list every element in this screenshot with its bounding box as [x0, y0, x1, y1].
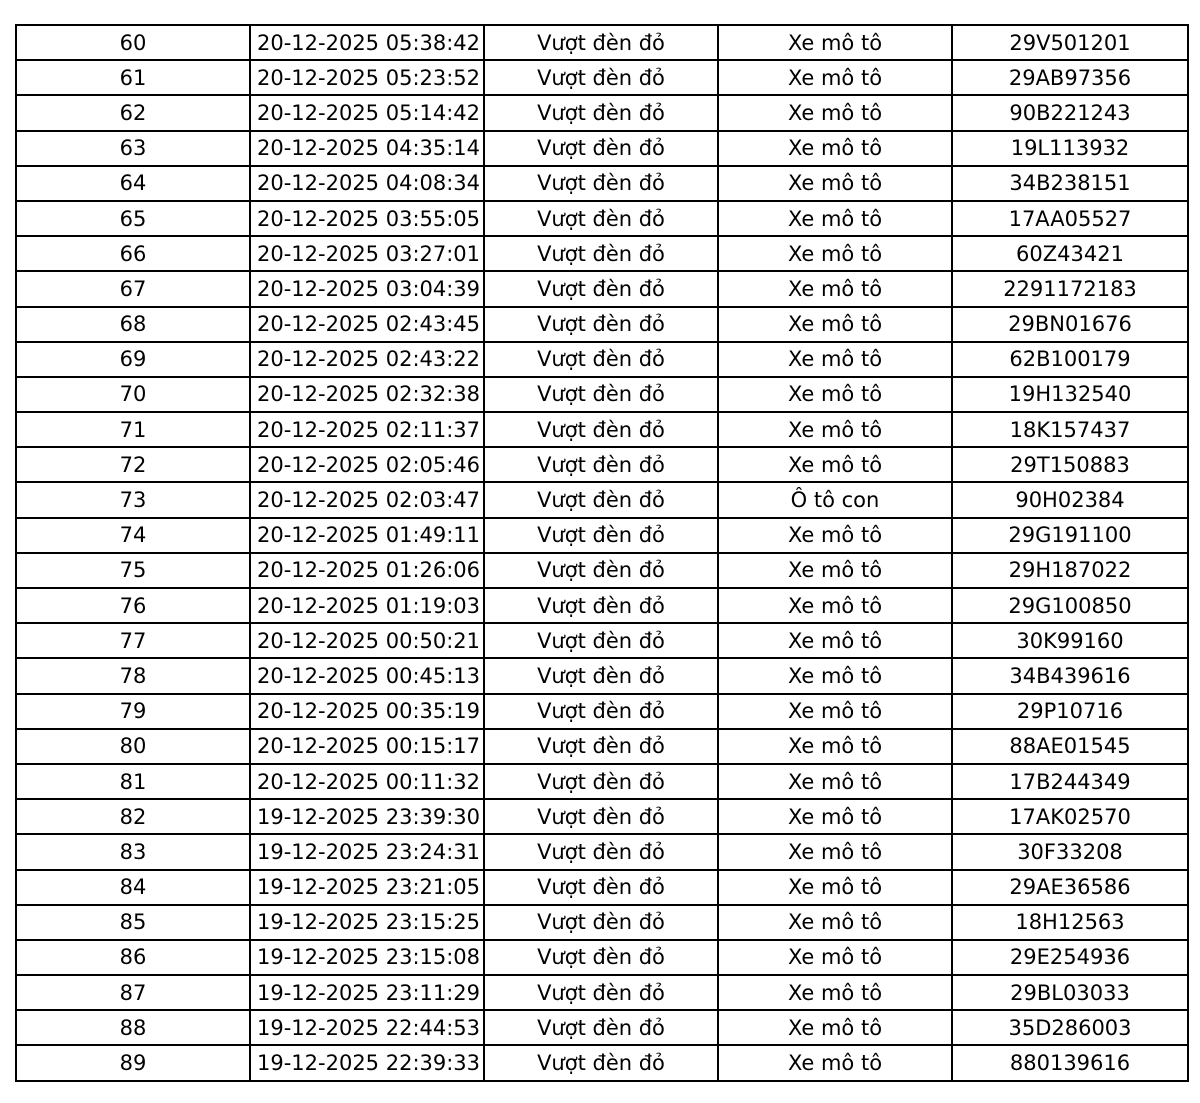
row-number-cell: 77	[16, 623, 250, 658]
violation-time-cell: 20-12-2025 02:11:37	[250, 412, 484, 447]
violation-time-cell: 19-12-2025 22:44:53	[250, 1010, 484, 1045]
violations-table-body	[16, 25, 1188, 1081]
vehicle-type-cell: Xe mô tô	[718, 799, 952, 834]
license-plate-cell: 2291172183	[952, 271, 1188, 306]
license-plate-cell: 60Z43421	[952, 236, 1188, 271]
row-number-cell: 89	[16, 1045, 250, 1080]
violation-type-cell: Vượt đèn đỏ	[484, 60, 718, 95]
license-plate-cell: 29T150883	[952, 447, 1188, 482]
violation-type-cell: Vượt đèn đỏ	[484, 694, 718, 729]
vehicle-type-cell: Xe mô tô	[718, 975, 952, 1010]
row-number-cell: 78	[16, 658, 250, 693]
violation-time-cell: 20-12-2025 02:32:38	[250, 377, 484, 412]
violation-time-cell: 20-12-2025 03:27:01	[250, 236, 484, 271]
table-row	[16, 25, 1188, 60]
table-row	[16, 166, 1188, 201]
table-row	[16, 307, 1188, 342]
violation-type-cell: Vượt đèn đỏ	[484, 1045, 718, 1080]
violation-type-cell: Vượt đèn đỏ	[484, 658, 718, 693]
violation-time-cell: 20-12-2025 04:35:14	[250, 131, 484, 166]
license-plate-cell: 880139616	[952, 1045, 1188, 1080]
vehicle-type-cell: Xe mô tô	[718, 518, 952, 553]
license-plate-cell: 34B238151	[952, 166, 1188, 201]
row-number-cell: 83	[16, 834, 250, 869]
table-row	[16, 201, 1188, 236]
vehicle-type-cell: Xe mô tô	[718, 940, 952, 975]
license-plate-cell: 29E254936	[952, 940, 1188, 975]
vehicle-type-cell: Xe mô tô	[718, 658, 952, 693]
row-number-cell: 84	[16, 870, 250, 905]
violation-type-cell: Vượt đèn đỏ	[484, 201, 718, 236]
table-row	[16, 905, 1188, 940]
violation-type-cell: Vượt đèn đỏ	[484, 623, 718, 658]
violation-time-cell: 20-12-2025 00:45:13	[250, 658, 484, 693]
vehicle-type-cell: Xe mô tô	[718, 342, 952, 377]
table-row	[16, 518, 1188, 553]
vehicle-type-cell: Xe mô tô	[718, 447, 952, 482]
vehicle-type-cell: Xe mô tô	[718, 307, 952, 342]
row-number-cell: 81	[16, 764, 250, 799]
license-plate-cell: 29BN01676	[952, 307, 1188, 342]
violation-type-cell: Vượt đèn đỏ	[484, 25, 718, 60]
vehicle-type-cell: Xe mô tô	[718, 377, 952, 412]
violation-time-cell: 19-12-2025 22:39:33	[250, 1045, 484, 1080]
vehicle-type-cell: Xe mô tô	[718, 201, 952, 236]
violation-type-cell: Vượt đèn đỏ	[484, 271, 718, 306]
table-row	[16, 1010, 1188, 1045]
row-number-cell: 72	[16, 447, 250, 482]
violation-time-cell: 20-12-2025 01:49:11	[250, 518, 484, 553]
row-number-cell: 88	[16, 1010, 250, 1045]
vehicle-type-cell: Xe mô tô	[718, 553, 952, 588]
violation-time-cell: 20-12-2025 00:35:19	[250, 694, 484, 729]
row-number-cell: 71	[16, 412, 250, 447]
violation-time-cell: 20-12-2025 00:15:17	[250, 729, 484, 764]
license-plate-cell: 18H12563	[952, 905, 1188, 940]
violation-type-cell: Vượt đèn đỏ	[484, 518, 718, 553]
license-plate-cell: 30K99160	[952, 623, 1188, 658]
violation-time-cell: 20-12-2025 01:26:06	[250, 553, 484, 588]
violation-time-cell: 20-12-2025 05:38:42	[250, 25, 484, 60]
license-plate-cell: 17AK02570	[952, 799, 1188, 834]
row-number-cell: 74	[16, 518, 250, 553]
table-row	[16, 870, 1188, 905]
row-number-cell: 86	[16, 940, 250, 975]
table-row	[16, 236, 1188, 271]
violation-type-cell: Vượt đèn đỏ	[484, 588, 718, 623]
vehicle-type-cell: Xe mô tô	[718, 870, 952, 905]
row-number-cell: 85	[16, 905, 250, 940]
row-number-cell: 79	[16, 694, 250, 729]
vehicle-type-cell: Xe mô tô	[718, 166, 952, 201]
violation-type-cell: Vượt đèn đỏ	[484, 342, 718, 377]
violation-type-cell: Vượt đèn đỏ	[484, 834, 718, 869]
table-row	[16, 623, 1188, 658]
row-number-cell: 70	[16, 377, 250, 412]
violation-type-cell: Vượt đèn đỏ	[484, 412, 718, 447]
row-number-cell: 62	[16, 95, 250, 130]
row-number-cell: 64	[16, 166, 250, 201]
violation-time-cell: 19-12-2025 23:11:29	[250, 975, 484, 1010]
license-plate-cell: 29G191100	[952, 518, 1188, 553]
violation-time-cell: 20-12-2025 04:08:34	[250, 166, 484, 201]
license-plate-cell: 29AE36586	[952, 870, 1188, 905]
violation-time-cell: 20-12-2025 05:14:42	[250, 95, 484, 130]
table-row	[16, 95, 1188, 130]
license-plate-cell: 34B439616	[952, 658, 1188, 693]
violation-time-cell: 20-12-2025 02:43:22	[250, 342, 484, 377]
vehicle-type-cell: Xe mô tô	[718, 271, 952, 306]
violation-type-cell: Vượt đèn đỏ	[484, 905, 718, 940]
violation-time-cell: 19-12-2025 23:39:30	[250, 799, 484, 834]
vehicle-type-cell: Xe mô tô	[718, 764, 952, 799]
license-plate-cell: 29H187022	[952, 553, 1188, 588]
license-plate-cell: 29AB97356	[952, 60, 1188, 95]
violation-type-cell: Vượt đèn đỏ	[484, 482, 718, 517]
table-row	[16, 447, 1188, 482]
table-row	[16, 729, 1188, 764]
row-number-cell: 67	[16, 271, 250, 306]
violation-type-cell: Vượt đèn đỏ	[484, 553, 718, 588]
license-plate-cell: 17B244349	[952, 764, 1188, 799]
table-row	[16, 799, 1188, 834]
license-plate-cell: 90B221243	[952, 95, 1188, 130]
violation-type-cell: Vượt đèn đỏ	[484, 799, 718, 834]
table-row	[16, 342, 1188, 377]
license-plate-cell: 88AE01545	[952, 729, 1188, 764]
table-row	[16, 271, 1188, 306]
violation-type-cell: Vượt đèn đỏ	[484, 764, 718, 799]
row-number-cell: 61	[16, 60, 250, 95]
vehicle-type-cell: Ô tô con	[718, 482, 952, 517]
table-row	[16, 694, 1188, 729]
violation-time-cell: 20-12-2025 02:03:47	[250, 482, 484, 517]
violation-time-cell: 20-12-2025 03:04:39	[250, 271, 484, 306]
violation-type-cell: Vượt đèn đỏ	[484, 236, 718, 271]
license-plate-cell: 30F33208	[952, 834, 1188, 869]
violation-time-cell: 19-12-2025 23:21:05	[250, 870, 484, 905]
license-plate-cell: 19L113932	[952, 131, 1188, 166]
license-plate-cell: 35D286003	[952, 1010, 1188, 1045]
vehicle-type-cell: Xe mô tô	[718, 905, 952, 940]
vehicle-type-cell: Xe mô tô	[718, 1010, 952, 1045]
violation-type-cell: Vượt đèn đỏ	[484, 1010, 718, 1045]
violation-time-cell: 19-12-2025 23:15:08	[250, 940, 484, 975]
vehicle-type-cell: Xe mô tô	[718, 588, 952, 623]
violation-time-cell: 20-12-2025 03:55:05	[250, 201, 484, 236]
violation-time-cell: 19-12-2025 23:24:31	[250, 834, 484, 869]
row-number-cell: 82	[16, 799, 250, 834]
license-plate-cell: 29G100850	[952, 588, 1188, 623]
violation-time-cell: 20-12-2025 02:43:45	[250, 307, 484, 342]
violation-time-cell: 20-12-2025 02:05:46	[250, 447, 484, 482]
table-row	[16, 1045, 1188, 1080]
violation-type-cell: Vượt đèn đỏ	[484, 447, 718, 482]
license-plate-cell: 29BL03033	[952, 975, 1188, 1010]
vehicle-type-cell: Xe mô tô	[718, 95, 952, 130]
table-row	[16, 60, 1188, 95]
license-plate-cell: 62B100179	[952, 342, 1188, 377]
table-row	[16, 975, 1188, 1010]
violation-type-cell: Vượt đèn đỏ	[484, 975, 718, 1010]
violation-type-cell: Vượt đèn đỏ	[484, 729, 718, 764]
vehicle-type-cell: Xe mô tô	[718, 236, 952, 271]
license-plate-cell: 29V501201	[952, 25, 1188, 60]
violation-type-cell: Vượt đèn đỏ	[484, 166, 718, 201]
violations-table	[15, 24, 1189, 1082]
violation-type-cell: Vượt đèn đỏ	[484, 95, 718, 130]
license-plate-cell: 17AA05527	[952, 201, 1188, 236]
row-number-cell: 69	[16, 342, 250, 377]
row-number-cell: 60	[16, 25, 250, 60]
vehicle-type-cell: Xe mô tô	[718, 60, 952, 95]
license-plate-cell: 19H132540	[952, 377, 1188, 412]
vehicle-type-cell: Xe mô tô	[718, 412, 952, 447]
violation-type-cell: Vượt đèn đỏ	[484, 377, 718, 412]
table-row	[16, 377, 1188, 412]
row-number-cell: 68	[16, 307, 250, 342]
license-plate-cell: 18K157437	[952, 412, 1188, 447]
table-row	[16, 553, 1188, 588]
row-number-cell: 65	[16, 201, 250, 236]
violation-type-cell: Vượt đèn đỏ	[484, 307, 718, 342]
table-row	[16, 482, 1188, 517]
vehicle-type-cell: Xe mô tô	[718, 834, 952, 869]
row-number-cell: 63	[16, 131, 250, 166]
table-row	[16, 834, 1188, 869]
table-row	[16, 658, 1188, 693]
row-number-cell: 66	[16, 236, 250, 271]
violation-type-cell: Vượt đèn đỏ	[484, 940, 718, 975]
license-plate-cell: 29P10716	[952, 694, 1188, 729]
violation-time-cell: 20-12-2025 00:50:21	[250, 623, 484, 658]
row-number-cell: 73	[16, 482, 250, 517]
vehicle-type-cell: Xe mô tô	[718, 729, 952, 764]
violation-time-cell: 19-12-2025 23:15:25	[250, 905, 484, 940]
violation-time-cell: 20-12-2025 00:11:32	[250, 764, 484, 799]
violation-time-cell: 20-12-2025 01:19:03	[250, 588, 484, 623]
vehicle-type-cell: Xe mô tô	[718, 131, 952, 166]
table-row	[16, 588, 1188, 623]
violation-time-cell: 20-12-2025 05:23:52	[250, 60, 484, 95]
violation-type-cell: Vượt đèn đỏ	[484, 131, 718, 166]
row-number-cell: 76	[16, 588, 250, 623]
row-number-cell: 75	[16, 553, 250, 588]
row-number-cell: 87	[16, 975, 250, 1010]
row-number-cell: 80	[16, 729, 250, 764]
license-plate-cell: 90H02384	[952, 482, 1188, 517]
vehicle-type-cell: Xe mô tô	[718, 1045, 952, 1080]
table-row	[16, 412, 1188, 447]
vehicle-type-cell: Xe mô tô	[718, 694, 952, 729]
violation-type-cell: Vượt đèn đỏ	[484, 870, 718, 905]
table-row	[16, 764, 1188, 799]
table-row	[16, 940, 1188, 975]
table-row	[16, 131, 1188, 166]
vehicle-type-cell: Xe mô tô	[718, 25, 952, 60]
vehicle-type-cell: Xe mô tô	[718, 623, 952, 658]
